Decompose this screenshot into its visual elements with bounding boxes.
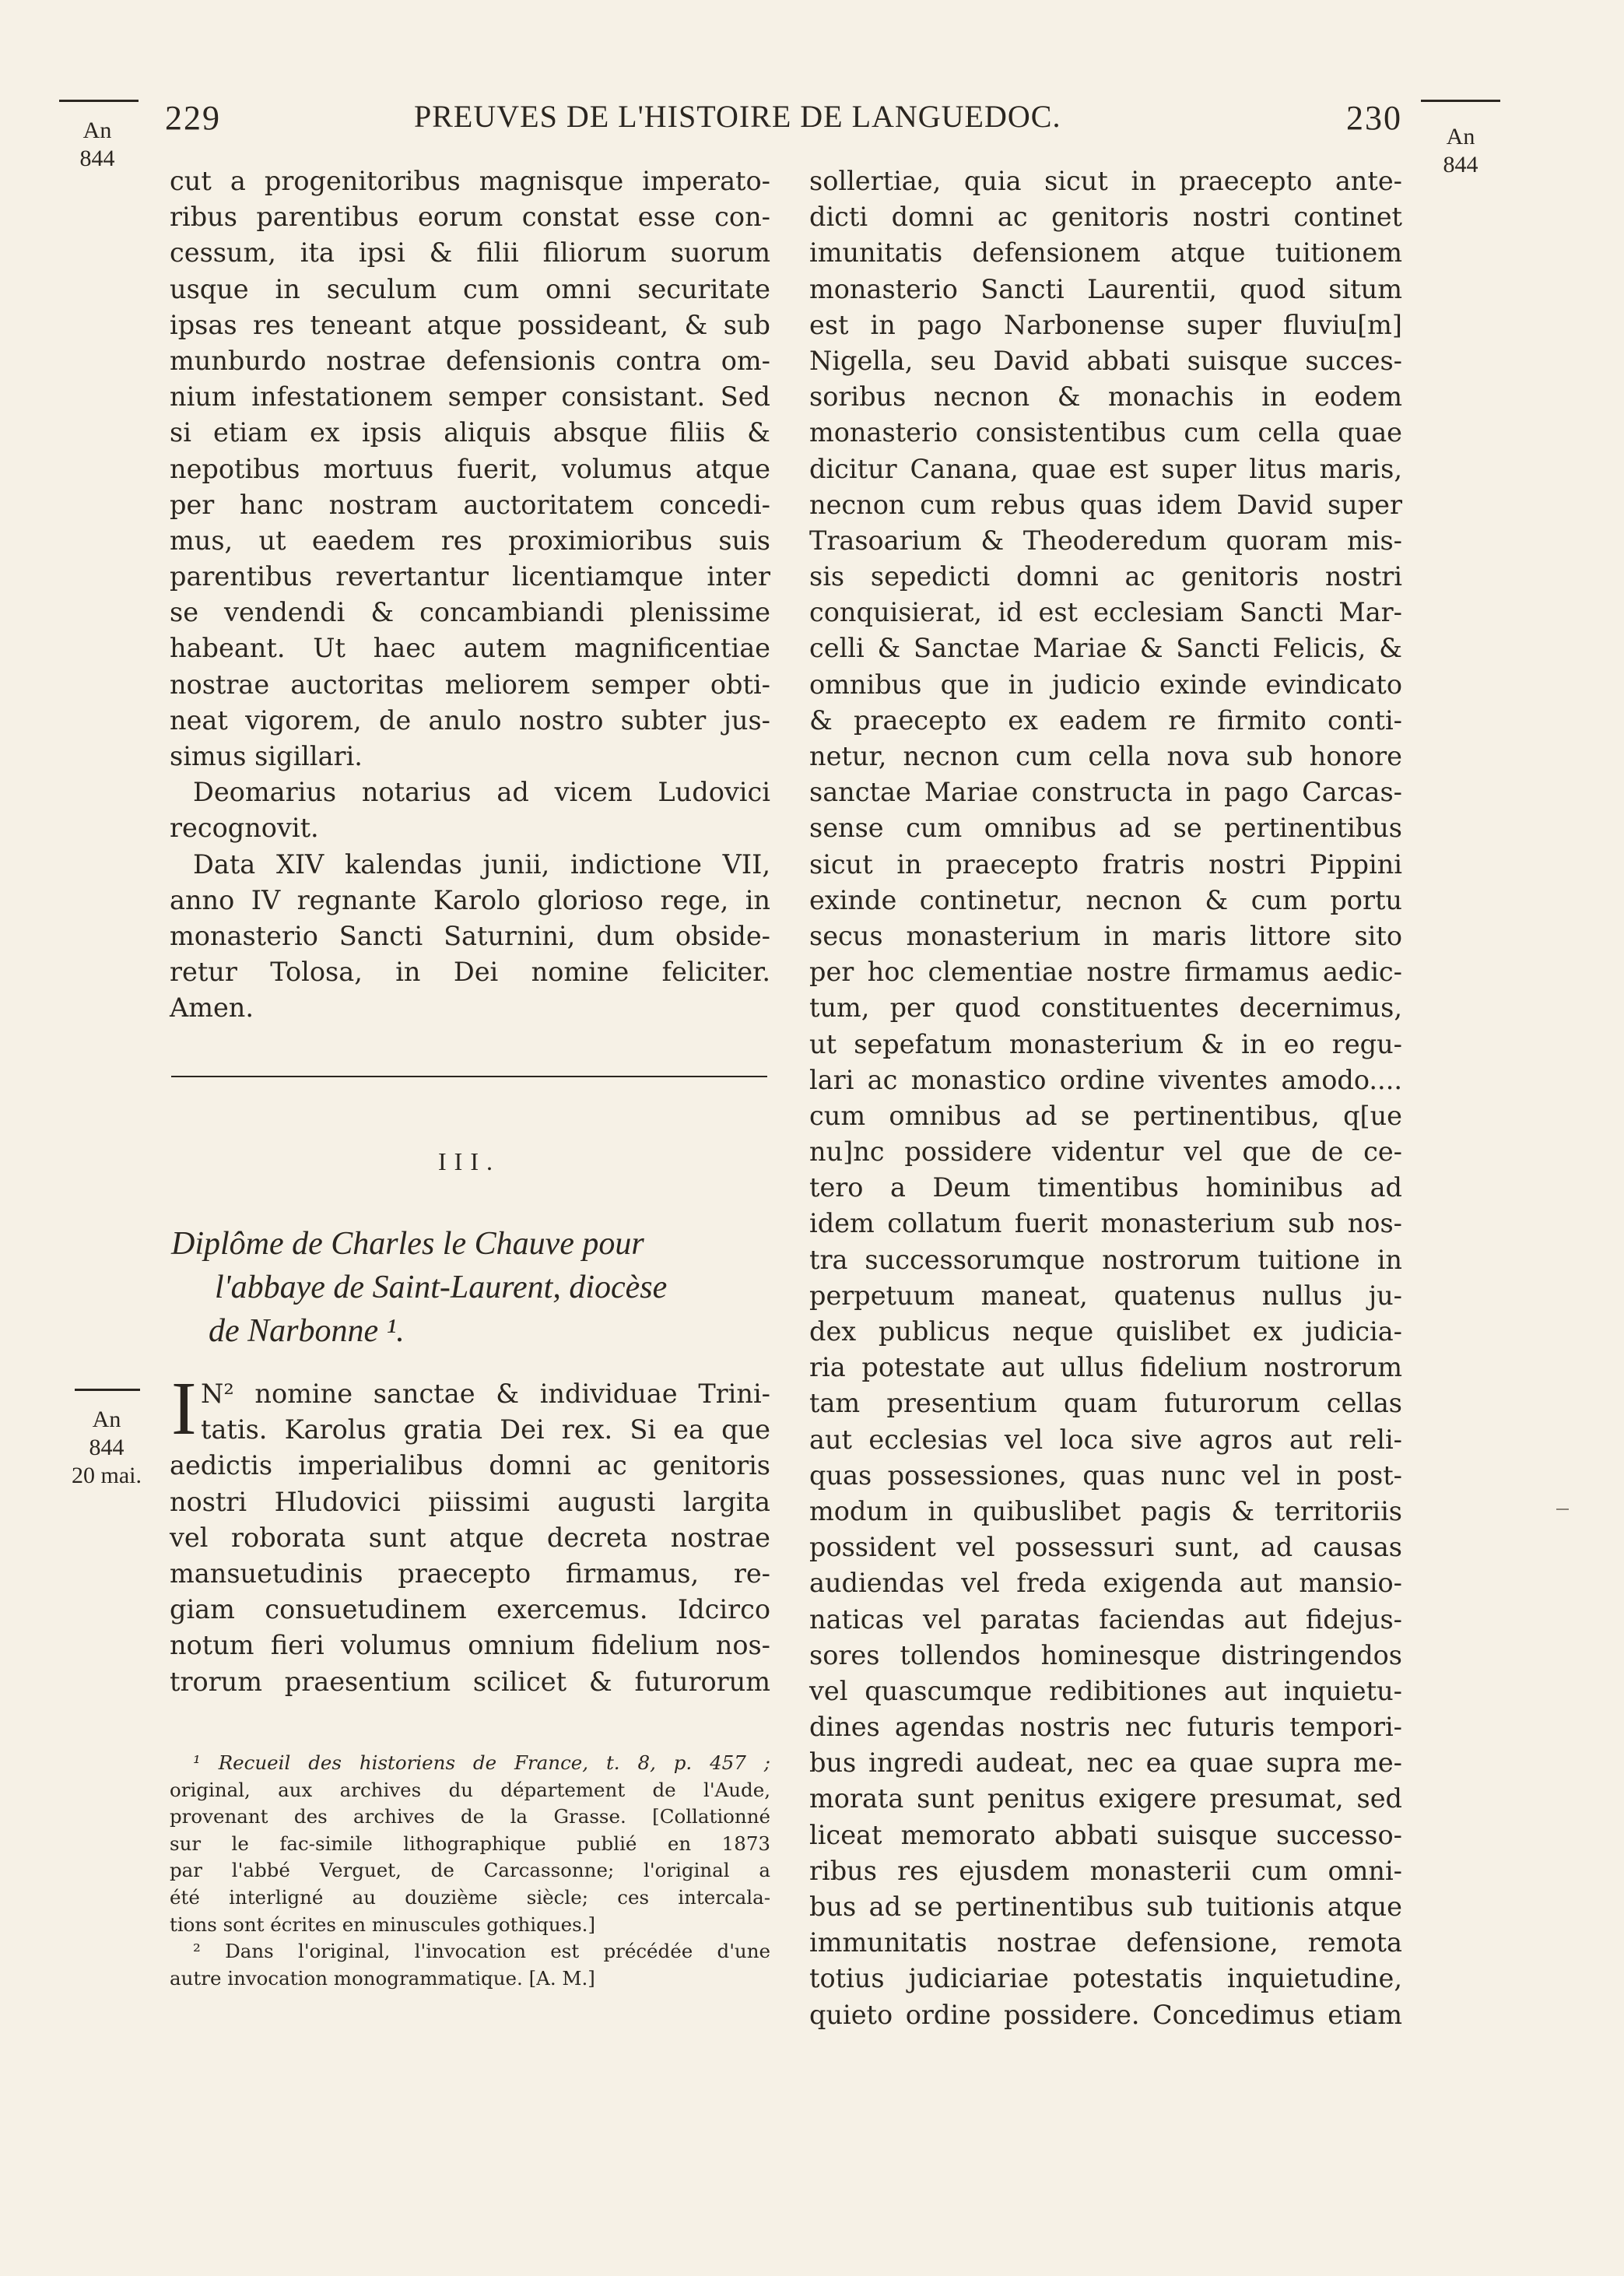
text-line: aedictis imperialibus domni ac genitoris [170, 1450, 770, 1481]
text-line: totius judiciariae potestatis inquietudine, [809, 1963, 1402, 1994]
footnote-line: sur le fac-simile lithographique publié en 1873 [170, 1832, 770, 1855]
footnote-line: été interligné au douzième siècle; ces intercala- [170, 1885, 770, 1909]
margin-note-left-top [70, 117, 125, 173]
header-rule-right [1421, 100, 1500, 102]
text-line: anno IV regnante Karolo glorioso rege, in [170, 884, 770, 915]
margin-year: 844 [79, 146, 115, 171]
text-line: conquisierat, id est ecclesiam Sancti Mar- [809, 597, 1402, 628]
footnote-line: ² Dans l'original, l'invocation est précédée d'une [193, 1940, 770, 1963]
text-line: ipsas res teneant atque possideant, & sub [170, 309, 770, 340]
margin-an: An [82, 118, 112, 143]
text-line: mansuetudinis praecepto firmamus, re- [170, 1558, 770, 1589]
text-line: tum, per quod constituentes decernimus, [809, 992, 1402, 1024]
text-line: Nigella, seu David abbati suisque succes- [809, 345, 1402, 376]
text-line: vel quascumque redibitiones aut inquietu- [809, 1675, 1402, 1706]
header-rule-left [59, 100, 139, 102]
text-line: mus, ut eaedem res proximioribus suis [170, 525, 770, 556]
margin-note-left-mid [72, 1406, 142, 1490]
text-line: giam consuetudinem exercemus. Idcirco [170, 1594, 770, 1625]
text-line: simus sigillari. [170, 741, 363, 771]
footnote-line: ¹ Recueil des historiens de France, t. 8, p. 457 ; [193, 1751, 770, 1774]
text-line: Trasoarium & Theoderedum quoram mis- [809, 525, 1402, 556]
footnote-line: provenant des archives de la Grasse. [Collationné [170, 1805, 770, 1828]
text-line: ut sepefatum monasterium & in eo regu- [809, 1028, 1402, 1059]
text-line: dicitur Canana, quae est super litus maris, [809, 453, 1402, 484]
section-divider [171, 1076, 767, 1077]
footnote-line: original, aux archives du département de l'Aude, [170, 1778, 770, 1801]
text-line: cessum, ita ipsi & filii filiorum suorum [170, 237, 770, 269]
title-line: Diplôme de Charles le Chauve pour [171, 1226, 644, 1262]
margin-an: An [92, 1407, 121, 1432]
text-line: morata sunt penitus exigere presumat, sed [809, 1783, 1402, 1814]
text-line: monasterio Sancti Saturnini, dum obside- [170, 920, 770, 951]
text-line: & praecepto ex eadem re firmito conti- [809, 704, 1402, 736]
text-line: imunitatis defensionem atque tuitionem [809, 237, 1402, 269]
text-line: trorum praesentium scilicet & futurorum [170, 1666, 770, 1697]
text-line: neat vigorem, de anulo nostro subter jus- [170, 704, 770, 736]
text-line: tra successorumque nostrorum tuitione in [809, 1244, 1402, 1275]
text-line: bus ad se pertinentibus sub tuitionis atque [809, 1891, 1402, 1922]
text-line: nostri Hludovici piissimi augusti largita [170, 1486, 770, 1517]
text-line: quas possessiones, quas nunc vel in post- [809, 1459, 1402, 1491]
text-line: ria potestate aut ullus fidelium nostrorum [809, 1352, 1402, 1383]
text-line: per hanc nostram auctoritatem concedi- [170, 489, 770, 520]
text-line: nu]nc possidere videntur vel que de ce- [809, 1136, 1402, 1168]
text-line: aut ecclesias vel loca sive agros aut reli- [809, 1424, 1402, 1455]
text-line: vel roborata sunt atque decreta nostrae [170, 1522, 770, 1553]
text-line: perpetuum maneat, quatenus nullus ju- [809, 1280, 1402, 1311]
right-column-text [809, 163, 1402, 2033]
title-line: de Narbonne ¹. [209, 1313, 405, 1349]
text-line: exinde continetur, necnon & cum portu [809, 884, 1402, 915]
margin-note-right-top [1433, 123, 1488, 179]
running-title: PREUVES DE L'HISTOIRE DE LANGUEDOC. [414, 99, 1061, 134]
right-page-number: 230 [1346, 99, 1402, 137]
footnote-line: autre invocation monogrammatique. [A. M.] [170, 1966, 595, 1990]
text-line: ribus res ejusdem monasterii cum omni- [809, 1855, 1402, 1886]
text-line: se vendendi & concambiandi plenissime [170, 597, 770, 628]
footnote-line: par l'abbé Verguet, de Carcassonne; l'original a [170, 1859, 770, 1882]
text-line: retur Tolosa, in Dei nomine feliciter. [170, 957, 770, 988]
text-line: possident vel possessuri sunt, ad causas [809, 1532, 1402, 1563]
text-line: omnibus que in judicio exinde evindicato [809, 669, 1402, 700]
text-line: tam presentium quam futurorum cellas [809, 1388, 1402, 1419]
text-line: notum fieri volumus omnium fidelium nos- [170, 1630, 770, 1661]
text-line: sis sepedicti domni ac genitoris nostri [809, 561, 1402, 592]
text-line: cut a progenitoribus magnisque imperato- [170, 166, 770, 196]
left-column-text [170, 163, 770, 1027]
text-line: parentibus revertantur licentiamque inter [170, 561, 770, 592]
text-line: dicti domni ac genitoris nostri continet [809, 202, 1402, 233]
margin-rule-mid [75, 1389, 140, 1391]
margin-mark [1556, 1509, 1569, 1510]
text-line: monasterio Sancti Laurentii, quod situm [809, 273, 1402, 304]
text-line: sanctae Mariae constructa in pago Carcas- [809, 777, 1402, 808]
text-line: celli & Sanctae Mariae & Sancti Felicis, & [809, 633, 1402, 664]
text-line: bus ingredi audeat, nec ea quae supra me- [809, 1747, 1402, 1779]
text-line: dex publicus neque quislibet ex judicia- [809, 1316, 1402, 1347]
charter-text [170, 1367, 770, 1700]
text-line: sicut in praecepto fratris nostri Pippini [809, 848, 1402, 880]
text-line: tero a Deum timentibus hominibus ad [809, 1172, 1402, 1203]
footnote-line: tions sont écrites en minuscules gothiques.] [170, 1912, 596, 1936]
text-line: monasterio consistentibus cum cella quae [809, 417, 1402, 448]
text-line: modum in quibuslibet pagis & territoriis [809, 1495, 1402, 1526]
text-line: habeant. Ut haec autem magnificentiae [170, 633, 770, 664]
margin-an: An [1446, 124, 1475, 149]
text-line: lari ac monastico ordine viventes amodo.... [809, 1064, 1402, 1095]
text-line: sense cum omnibus ad se pertinentibus [809, 813, 1402, 844]
text-line: sores tollendos hominesque distringendos [809, 1639, 1402, 1670]
text-line: ribus parentibus eorum constat esse con- [170, 202, 770, 233]
margin-year: 844 [89, 1435, 125, 1460]
dropcap: I [171, 1367, 197, 1451]
text-line: necnon cum rebus quas idem David super [809, 489, 1402, 520]
text-line: Data XIV kalendas junii, indictione VII, [193, 848, 770, 880]
text-line: audiendas vel freda exigenda aut mansio- [809, 1568, 1402, 1599]
text-line: soribus necnon & monachis in eodem [809, 381, 1402, 413]
text-line: munburdo nostrae defensionis contra om- [170, 345, 770, 376]
text-line: sollertiae, quia sicut in praecepto ante- [809, 166, 1402, 196]
text-line: secus monasterium in maris littore sito [809, 920, 1402, 951]
text-line: dines agendas nostris nec futuris tempori- [809, 1712, 1402, 1743]
text-line: immunitatis nostrae defensione, remota [809, 1927, 1402, 1958]
text-line: usque in seculum cum omni securitate [170, 273, 770, 304]
text-line: per hoc clementiae nostre firmamus aedic- [809, 957, 1402, 988]
text-line: quieto ordine possidere. Concedimus etiam [809, 1999, 1402, 2030]
text-line: est in pago Narbonense super fluviu[m] [809, 309, 1402, 340]
text-line: cum omnibus ad se pertinentibus, q[ue [809, 1100, 1402, 1131]
text-line: N² nomine sanctae & individuae Trini- [201, 1379, 770, 1409]
text-line: nepotibus mortuus fuerit, volumus atque [170, 453, 770, 484]
section-number: III. [438, 1147, 500, 1175]
text-line: nium infestationem semper consistant. Sed [170, 381, 770, 413]
margin-date: 20 mai. [72, 1463, 142, 1488]
title-line: l'abbaye de Saint-Laurent, diocèse [215, 1270, 668, 1305]
footnotes [170, 1750, 770, 1992]
text-line: nostrae auctoritas meliorem semper obti- [170, 669, 770, 700]
text-line: tatis. Karolus gratia Dei rex. Si ea que [201, 1414, 770, 1445]
margin-year: 844 [1443, 152, 1478, 177]
text-line: recognovit. [170, 813, 319, 844]
left-page-number: 229 [165, 99, 221, 137]
section-title [170, 1222, 770, 1353]
text-line: Deomarius notarius ad vicem Ludovici [193, 777, 770, 808]
text-line: Amen. [170, 992, 254, 1024]
text-line: naticas vel paratas faciendas aut fidejus- [809, 1603, 1402, 1635]
text-line: si etiam ex ipsis aliquis absque filiis & [170, 417, 770, 448]
text-line: liceat memorato abbati suisque successo- [809, 1819, 1402, 1850]
text-line: netur, necnon cum cella nova sub honore [809, 741, 1402, 771]
text-line: idem collatum fuerit monasterium sub nos- [809, 1208, 1402, 1239]
